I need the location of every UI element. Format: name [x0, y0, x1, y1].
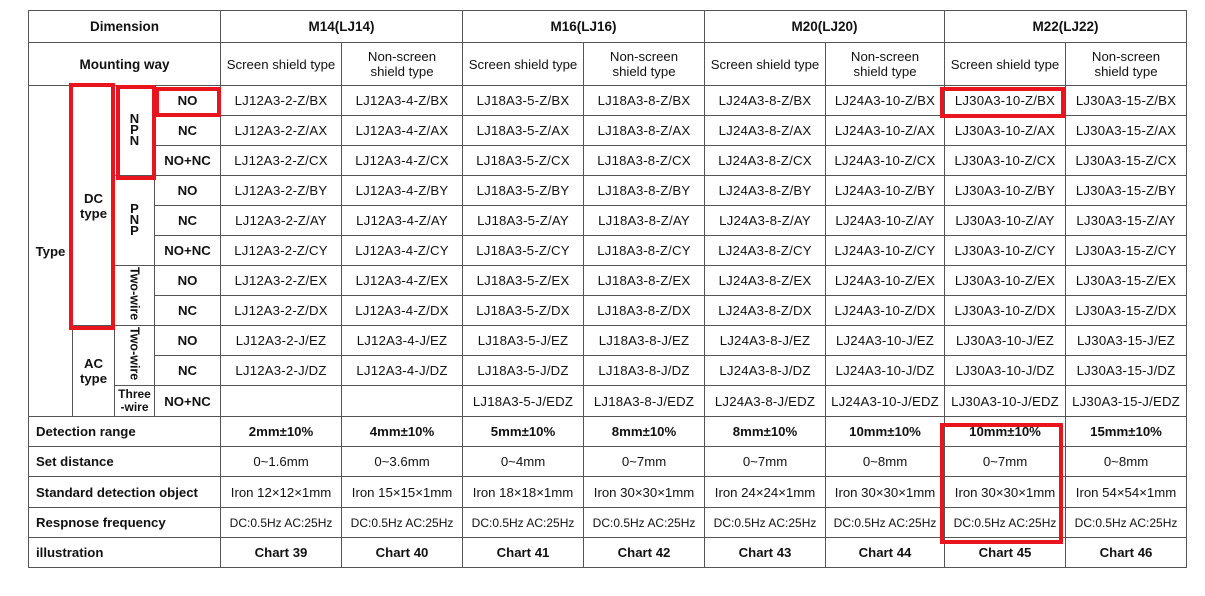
spec-value: Iron 24×24×1mm: [705, 477, 826, 508]
model-cell: LJ30A3-15-Z/BX: [1066, 86, 1187, 116]
spec-value: DC:0.5Hz AC:25Hz: [945, 508, 1066, 538]
model-cell: LJ30A3-15-Z/AX: [1066, 116, 1187, 146]
spec-value: DC:0.5Hz AC:25Hz: [221, 508, 342, 538]
spec-value: DC:0.5Hz AC:25Hz: [826, 508, 945, 538]
model-cell: LJ18A3-8-J/EDZ: [584, 386, 705, 417]
output-label: NO: [155, 326, 221, 356]
output-label: NO: [155, 86, 221, 116]
model-cell: LJ12A3-2-Z/EX: [221, 266, 342, 296]
spec-value: Iron 18×18×1mm: [463, 477, 584, 508]
size-header: M16(LJ16): [463, 11, 705, 43]
size-header: M14(LJ14): [221, 11, 463, 43]
model-cell: LJ18A3-8-Z/AY: [584, 206, 705, 236]
pnp-label-letter: P: [130, 201, 139, 216]
model-cell: [342, 386, 463, 417]
two-wire-label: Two-wire: [127, 327, 142, 381]
model-cell: LJ12A3-2-Z/BY: [221, 176, 342, 206]
spec-value: Chart 39: [221, 538, 342, 568]
model-cell: LJ30A3-15-Z/AY: [1066, 206, 1187, 236]
mounting-non-screen-shield: [342, 43, 463, 86]
spec-value: Chart 45: [945, 538, 1066, 568]
model-cell: LJ12A3-2-Z/AX: [221, 116, 342, 146]
model-cell: LJ30A3-10-J/EZ: [945, 326, 1066, 356]
dc-type-label: [73, 86, 115, 326]
model-cell: LJ24A3-10-J/DZ: [826, 356, 945, 386]
spec-label: Set distance: [29, 447, 221, 477]
model-cell: LJ18A3-8-Z/DX: [584, 296, 705, 326]
model-cell: LJ24A3-10-J/EDZ: [826, 386, 945, 417]
type-label: Type: [29, 86, 73, 417]
spec-value: Chart 44: [826, 538, 945, 568]
ac-line1: AC: [83, 356, 104, 371]
model-cell: LJ30A3-15-J/EZ: [1066, 326, 1187, 356]
model-cell: LJ30A3-15-J/DZ: [1066, 356, 1187, 386]
non-screen-line2: shield type: [370, 64, 434, 79]
model-cell: LJ24A3-10-Z/CX: [826, 146, 945, 176]
table-row: [29, 477, 1187, 508]
model-cell: LJ24A3-8-J/EZ: [705, 326, 826, 356]
pnp-group: [115, 176, 155, 266]
spec-value: Iron 12×12×1mm: [221, 477, 342, 508]
spec-value: Chart 43: [705, 538, 826, 568]
dimension-header: Dimension: [29, 11, 221, 43]
model-cell: LJ12A3-4-Z/BX: [342, 86, 463, 116]
model-cell: LJ30A3-15-Z/CY: [1066, 236, 1187, 266]
dc-line2: type: [79, 205, 108, 221]
output-label: NC: [155, 206, 221, 236]
output-label: NO: [155, 176, 221, 206]
model-cell: LJ18A3-8-Z/AX: [584, 116, 705, 146]
spec-label: illustration: [29, 538, 221, 568]
output-label: NC: [155, 356, 221, 386]
table-row: [29, 417, 1187, 447]
model-cell: LJ24A3-10-Z/BX: [826, 86, 945, 116]
pnp-label: [130, 203, 139, 236]
model-cell: LJ24A3-8-Z/AX: [705, 116, 826, 146]
spec-value: DC:0.5Hz AC:25Hz: [1066, 508, 1187, 538]
pnp-label-letter: N: [129, 212, 140, 227]
table-row: [29, 266, 1187, 296]
spec-value: Iron 15×15×1mm: [342, 477, 463, 508]
spec-value: 0~7mm: [705, 447, 826, 477]
output-label: NC: [155, 116, 221, 146]
non-screen-line1: Non-screen: [609, 49, 679, 64]
model-cell: LJ24A3-8-Z/BY: [705, 176, 826, 206]
table-row: [29, 296, 1187, 326]
model-cell: LJ24A3-8-Z/DX: [705, 296, 826, 326]
three-wire-line1: Three: [118, 387, 151, 401]
model-cell: LJ12A3-4-J/EZ: [342, 326, 463, 356]
model-cell: LJ24A3-8-Z/CX: [705, 146, 826, 176]
model-cell: LJ18A3-8-Z/BX: [584, 86, 705, 116]
model-cell: LJ18A3-5-Z/DX: [463, 296, 584, 326]
table-row: [29, 43, 1187, 86]
model-cell: LJ18A3-5-Z/EX: [463, 266, 584, 296]
spec-label: Standard detection object: [29, 477, 221, 508]
model-cell: LJ24A3-10-Z/DX: [826, 296, 945, 326]
model-cell: LJ30A3-10-Z/EX: [945, 266, 1066, 296]
npn-label-letter: N: [129, 133, 140, 148]
model-cell: LJ24A3-10-Z/CY: [826, 236, 945, 266]
model-cell: LJ30A3-10-Z/CY: [945, 236, 1066, 266]
model-cell: LJ18A3-8-J/EZ: [584, 326, 705, 356]
model-cell: LJ24A3-8-Z/CY: [705, 236, 826, 266]
output-label: NO+NC: [155, 386, 221, 417]
spec-value: 8mm±10%: [584, 417, 705, 447]
model-cell: LJ30A3-15-Z/DX: [1066, 296, 1187, 326]
model-cell: LJ18A3-5-Z/CX: [463, 146, 584, 176]
ac-line2: type: [79, 371, 108, 386]
model-cell: LJ30A3-10-Z/AX: [945, 116, 1066, 146]
model-cell: LJ12A3-4-Z/AY: [342, 206, 463, 236]
spec-value: Iron 54×54×1mm: [1066, 477, 1187, 508]
mounting-non-screen-shield: [826, 43, 945, 86]
two-wire-label: Two-wire: [127, 267, 142, 321]
spec-value: DC:0.5Hz AC:25Hz: [342, 508, 463, 538]
model-cell: LJ24A3-8-J/DZ: [705, 356, 826, 386]
model-cell: LJ30A3-10-J/EDZ: [945, 386, 1066, 417]
spec-value: 8mm±10%: [705, 417, 826, 447]
model-cell: LJ18A3-8-Z/CY: [584, 236, 705, 266]
spec-value: 4mm±10%: [342, 417, 463, 447]
npn-label-letter: N: [129, 111, 140, 126]
size-header: M22(LJ22): [945, 11, 1187, 43]
spec-value: 10mm±10%: [945, 417, 1066, 447]
spec-table: [28, 10, 1187, 568]
mounting-non-screen-shield: [584, 43, 705, 86]
model-cell: LJ18A3-5-J/EDZ: [463, 386, 584, 417]
spec-value: DC:0.5Hz AC:25Hz: [705, 508, 826, 538]
model-cell: LJ18A3-5-J/EZ: [463, 326, 584, 356]
output-label: NC: [155, 296, 221, 326]
spec-label: Respnose frequency: [29, 508, 221, 538]
model-cell: LJ18A3-5-Z/BX: [463, 86, 584, 116]
model-cell: LJ24A3-10-Z/BY: [826, 176, 945, 206]
output-label: NO+NC: [155, 146, 221, 176]
dc-line1: DC: [83, 190, 104, 206]
two-wire-group: [115, 326, 155, 386]
model-cell: LJ12A3-2-Z/CX: [221, 146, 342, 176]
table-row: [29, 86, 1187, 116]
output-label: NO+NC: [155, 236, 221, 266]
model-cell: LJ12A3-2-Z/CY: [221, 236, 342, 266]
model-cell: LJ30A3-15-J/EDZ: [1066, 386, 1187, 417]
non-screen-line2: shield type: [1094, 64, 1158, 79]
model-cell: LJ18A3-5-Z/AY: [463, 206, 584, 236]
mounting-screen-shield: Screen shield type: [945, 43, 1066, 86]
mounting-non-screen-shield: [1066, 43, 1187, 86]
table-row: [29, 508, 1187, 538]
non-screen-line2: shield type: [853, 64, 917, 79]
model-cell: LJ30A3-10-Z/DX: [945, 296, 1066, 326]
model-cell: LJ24A3-8-Z/BX: [705, 86, 826, 116]
spec-value: 0~8mm: [826, 447, 945, 477]
model-cell: LJ18A3-8-Z/CX: [584, 146, 705, 176]
model-cell: LJ24A3-10-J/EZ: [826, 326, 945, 356]
npn-label: [130, 113, 139, 146]
model-cell: LJ12A3-4-Z/CX: [342, 146, 463, 176]
spec-value: Iron 30×30×1mm: [826, 477, 945, 508]
model-cell: LJ12A3-4-Z/BY: [342, 176, 463, 206]
model-cell: LJ18A3-5-Z/AX: [463, 116, 584, 146]
model-cell: LJ24A3-10-Z/AY: [826, 206, 945, 236]
model-cell: [221, 386, 342, 417]
model-cell: LJ12A3-4-Z/DX: [342, 296, 463, 326]
table-row: [29, 116, 1187, 146]
model-cell: LJ18A3-5-Z/BY: [463, 176, 584, 206]
mounting-way-header: Mounting way: [29, 43, 221, 86]
mounting-screen-shield: Screen shield type: [221, 43, 342, 86]
spec-value: Chart 46: [1066, 538, 1187, 568]
table-row: [29, 176, 1187, 206]
npn-label-letter: P: [130, 122, 139, 137]
model-cell: LJ12A3-2-J/DZ: [221, 356, 342, 386]
spec-value: Iron 30×30×1mm: [945, 477, 1066, 508]
table-row: [29, 538, 1187, 568]
model-cell: LJ18A3-8-Z/EX: [584, 266, 705, 296]
table-row: [29, 356, 1187, 386]
model-cell: LJ24A3-8-Z/AY: [705, 206, 826, 236]
model-cell: LJ30A3-10-Z/AY: [945, 206, 1066, 236]
non-screen-line1: Non-screen: [367, 49, 437, 64]
model-cell: LJ18A3-5-Z/CY: [463, 236, 584, 266]
pnp-label-letter: P: [130, 223, 139, 238]
table-row: [29, 386, 1187, 417]
model-cell: LJ12A3-2-Z/AY: [221, 206, 342, 236]
size-header: M20(LJ20): [705, 11, 945, 43]
model-cell: LJ12A3-4-Z/AX: [342, 116, 463, 146]
model-cell: LJ12A3-2-J/EZ: [221, 326, 342, 356]
spec-value: 0~4mm: [463, 447, 584, 477]
spec-value: Chart 42: [584, 538, 705, 568]
model-cell: LJ12A3-2-Z/DX: [221, 296, 342, 326]
spec-value: 0~7mm: [945, 447, 1066, 477]
model-cell: LJ30A3-10-Z/CX: [945, 146, 1066, 176]
spec-value: 0~1.6mm: [221, 447, 342, 477]
table-row: [29, 146, 1187, 176]
spec-label: Detection range: [29, 417, 221, 447]
model-cell: LJ12A3-2-Z/BX: [221, 86, 342, 116]
model-cell: LJ18A3-8-Z/BY: [584, 176, 705, 206]
model-cell: LJ12A3-4-J/DZ: [342, 356, 463, 386]
model-cell: LJ30A3-10-J/DZ: [945, 356, 1066, 386]
spec-value: 0~7mm: [584, 447, 705, 477]
spec-value: 15mm±10%: [1066, 417, 1187, 447]
model-cell: LJ30A3-15-Z/EX: [1066, 266, 1187, 296]
table-row: [29, 236, 1187, 266]
spec-value: 0~8mm: [1066, 447, 1187, 477]
model-cell: LJ12A3-4-Z/EX: [342, 266, 463, 296]
model-cell: LJ30A3-10-Z/BX: [945, 86, 1066, 116]
ac-type-label: [73, 326, 115, 417]
spec-value: Chart 41: [463, 538, 584, 568]
table-row: [29, 11, 1187, 43]
mounting-screen-shield: Screen shield type: [705, 43, 826, 86]
model-cell: LJ18A3-5-J/DZ: [463, 356, 584, 386]
table-row: [29, 206, 1187, 236]
spec-value: DC:0.5Hz AC:25Hz: [463, 508, 584, 538]
npn-group: [115, 86, 155, 176]
three-wire-line2: -wire: [120, 400, 149, 414]
two-wire-group: [115, 266, 155, 326]
model-cell: LJ30A3-10-Z/BY: [945, 176, 1066, 206]
spec-value: Chart 40: [342, 538, 463, 568]
model-cell: LJ24A3-10-Z/EX: [826, 266, 945, 296]
three-wire-label: [115, 386, 155, 417]
model-cell: LJ24A3-8-Z/EX: [705, 266, 826, 296]
non-screen-line1: Non-screen: [1091, 49, 1161, 64]
table-row: [29, 326, 1187, 356]
output-label: NO: [155, 266, 221, 296]
model-cell: LJ24A3-10-Z/AX: [826, 116, 945, 146]
model-cell: LJ30A3-15-Z/BY: [1066, 176, 1187, 206]
non-screen-line1: Non-screen: [850, 49, 920, 64]
spec-value: Iron 30×30×1mm: [584, 477, 705, 508]
non-screen-line2: shield type: [612, 64, 676, 79]
spec-value: 2mm±10%: [221, 417, 342, 447]
model-cell: LJ30A3-15-Z/CX: [1066, 146, 1187, 176]
spec-value: 10mm±10%: [826, 417, 945, 447]
model-cell: LJ12A3-4-Z/CY: [342, 236, 463, 266]
mounting-screen-shield: Screen shield type: [463, 43, 584, 86]
spec-value: 0~3.6mm: [342, 447, 463, 477]
model-cell: LJ24A3-8-J/EDZ: [705, 386, 826, 417]
spec-value: DC:0.5Hz AC:25Hz: [584, 508, 705, 538]
spec-value: 5mm±10%: [463, 417, 584, 447]
model-cell: LJ18A3-8-J/DZ: [584, 356, 705, 386]
table-row: [29, 447, 1187, 477]
